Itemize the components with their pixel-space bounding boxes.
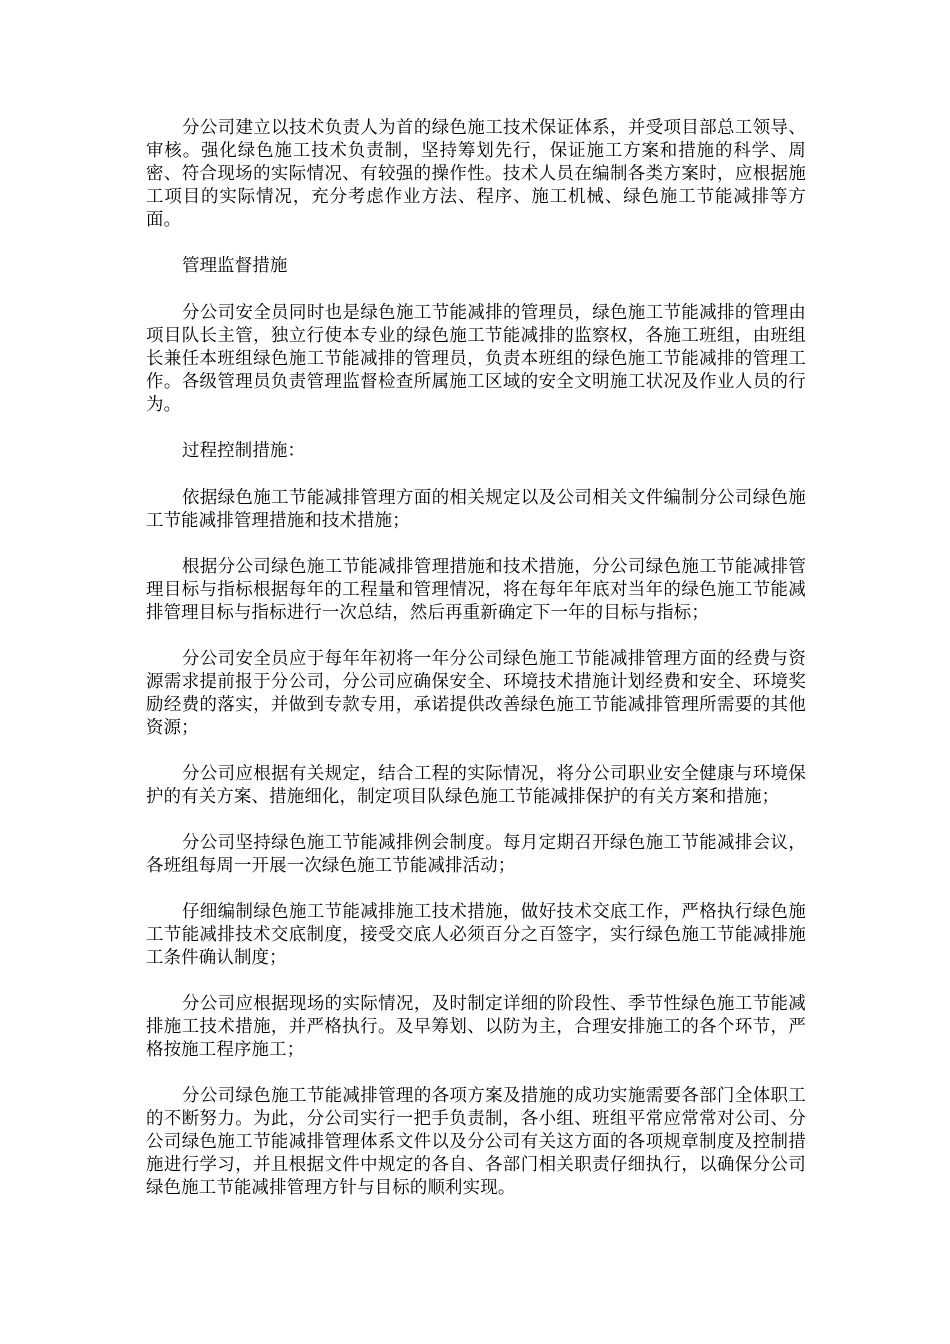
paragraph-regulations-basis: 依据绿色施工节能减排管理方面的相关规定以及公司相关文件编制分公司绿色施工节能减排管理措施和技术措施；: [146, 488, 806, 531]
paragraph-implementation: 分公司绿色施工节能减排管理的各项方案及措施的成功实施需要各部门全体职工的不断努力。为此，分公司实行一把手负责制，各小组、班组平常应常常对公司、分公司绿色施工节能减排管理体系文件以及分公司有关这方面的各项规章制度及控制措施进行学习，并且根据文件中规定的各自、各部门相关职责仔细执行，以确保分公司绿色施工节能减排管理方针与目标的顺利实现。: [146, 1086, 806, 1198]
paragraph-safety-officer: 分公司安全员同时也是绿色施工节能减排的管理员，绿色施工节能减排的管理由项目队长主管，独立行使本专业的绿色施工节能减排的监察权，各施工班组，由班组长兼任本班组绿色施工节能减排的管理员，负责本班组的绿色施工节能减排的管理工作。各级管理员负责管理监督检查所属施工区域的安全文明施工状况及作业人员的行为。: [146, 303, 806, 415]
heading-management-supervision: 管理监督措施: [182, 256, 288, 276]
paragraph-seasonal-measures: 分公司应根据现场的实际情况，及时制定详细的阶段性、季节性绿色施工节能减排施工技术措施，并严格执行。及早筹划、以防为主，合理安排施工的各个环节，严格按施工程序施工；: [146, 994, 806, 1060]
paragraph-regular-meetings: 分公司坚持绿色施工节能减排例会制度。每月定期召开绿色施工节能减排会议，各班组每周一开展一次绿色施工节能减排活动；: [146, 833, 806, 876]
paragraph-annual-targets: 根据分公司绿色施工节能减排管理措施和技术措施，分公司绿色施工节能减排管理目标与指标根据每年的工程量和管理情况，将在每年年底对当年的绿色施工节能减排管理目标与指标进行一次总结，然后再重新确定下一年的目标与指标；: [146, 557, 806, 623]
paragraph-tech-guarantee: 分公司建立以技术负责人为首的绿色施工技术保证体系，并受项目部总工领导、审核。强化绿色施工技术负责制，坚持筹划先行，保证施工方案和措施的科学、周密、符合现场的实际情况、有较强的操作性。技术人员在编制各类方案时，应根据施工项目的实际情况，充分考虑作业方法、程序、施工机械、绿色施工节能减排等方面。: [146, 118, 806, 230]
paragraph-technical-briefing: 仔细编制绿色施工节能减排施工技术措施，做好技术交底工作，严格执行绿色施工节能减排技术交底制度，接受交底人必须百分之百签字，实行绿色施工节能减排施工条件确认制度；: [146, 902, 806, 968]
paragraph-funding-resources: 分公司安全员应于每年年初将一年分公司绿色施工节能减排管理方面的经费与资源需求提前报于分公司，分公司应确保安全、环境技术措施计划经费和安全、环境奖励经费的落实，并做到专款专用，承诺提供改善绿色施工节能减排管理所需要的其他资源；: [146, 649, 806, 738]
document-body: [146, 117, 806, 1223]
paragraph-plan-refinement: 分公司应根据有关规定，结合工程的实际情况，将分公司职业安全健康与环境保护的有关方案、措施细化，制定项目队绿色施工节能减排保护的有关方案和措施；: [146, 764, 806, 807]
heading-process-control: 过程控制措施：: [182, 441, 306, 461]
